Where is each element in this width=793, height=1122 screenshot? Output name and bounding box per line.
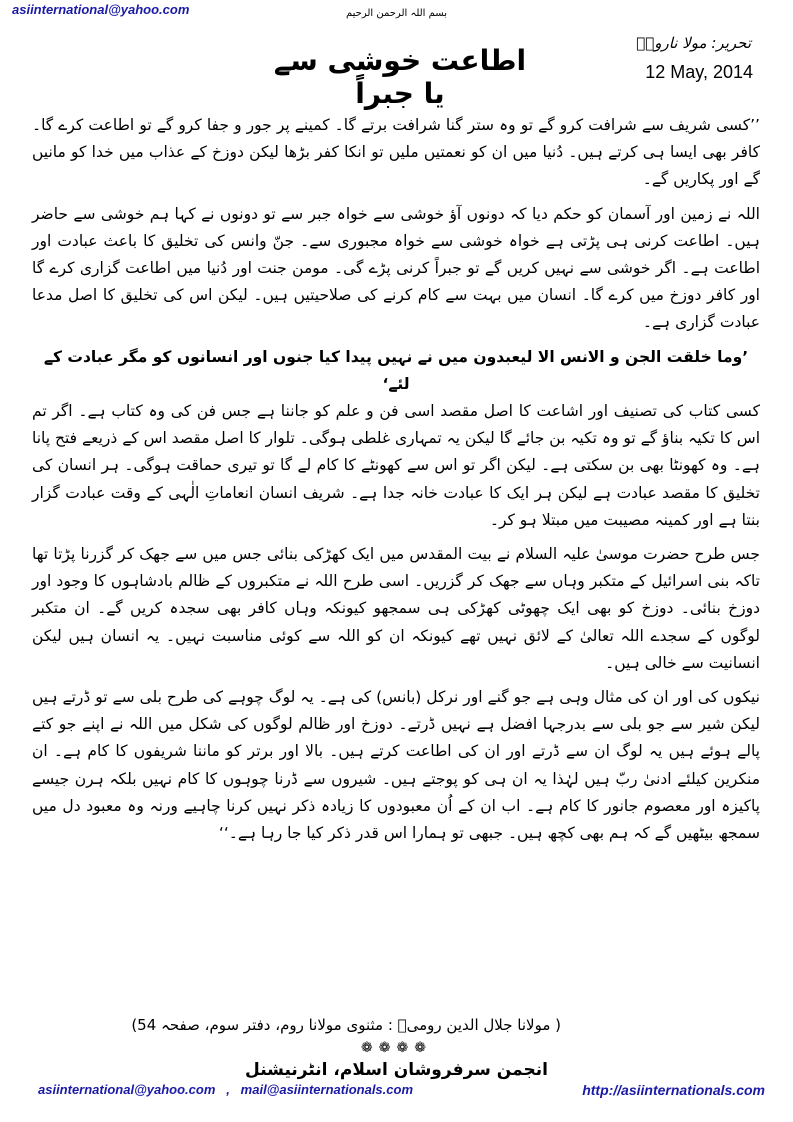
header-email[interactable]: asiinternational@yahoo.com [12, 2, 190, 17]
publish-date: 12 May, 2014 [645, 62, 753, 82]
paragraph: نیکوں کی اور ان کی مثال وہی ہے جو گنے اور نرکل (بانس) کی ہے۔ یہ لوگ چوہے کی طرح بلی سے تو ڈرتے ہیں لیکن شیر سے جو بلی سے بدرجہا افضل ہے نہیں ڈرتے۔ دوزخ اور ظالم لوگوں کی شکل میں اللہ نے اپنے جو کتے پالے ہوئے ہیں یہ لوگ ان سے ڈرتے اور ان کی اطاعت کرتے ہیں۔ بالا اور برتر کو ماننا شریفوں کا کام ہے۔ ان منکرین کیلئے ادنیٰ ربّ ہیں لہٰذا یہ ان ہی کو پوجتے ہیں۔ شیروں سے ڈرنا چوہوں کا کام نہیں بلکہ ہرن جیسے پاکیزہ اور معصوم جانور کا کام ہے۔ اب ان کے اُن معبودوں کا زیادہ ذکر نہیں کرنا چاہیے ورنہ وہ معبود دل میں سمجھ بیٹھیں گے کہ ہم بھی کچھ ہیں۔ جبھی تو ہمارا اس قدر ذکر کیا جا رہا ہے۔‘‘ [32, 688, 760, 843]
footer-emails[interactable]: asiinternational@yahoo.com , mail@asiinternationals.com [38, 1082, 414, 1097]
paragraph: ’’کسی شریف سے شرافت کرو گے تو وہ ستر گنا شرافت برتے گا۔ کمینے پر جور و جفا کرو گے تو اطاعت کرے گا۔ کافر بھی ایسا ہی کرتے ہیں۔ دُنیا میں ان کو نعمتیں ملیں تو انکا کفر بڑھا لیکن دوزخ کے عذاب میں خدا کو مانیں گے اور پکاریں گے۔ [32, 116, 760, 189]
paragraph: کسی کتاب کی تصنیف اور اشاعت کا اصل مقصد اسی فن و علم کو جاننا ہے جس فن کی وہ کتاب ہے۔ اگر تم اس کا تکیہ بناؤ گے تو وہ تکیہ بن جائے گا لیکن یہ تمہاری غلطی ہوگی۔ تلوار کا اصل مقصد اس کے ذریعے فتح پانا ہے۔ وہ کھونٹا بھی بن سکتی ہے۔ لیکن اگر تو اس سے کھونٹے کا کام لے گا تو تیری حماقت ہوگی۔ ہر انسان کی تخلیق کا مقصد عبادت ہے لیکن ہر ایک کا عبادت خانہ جدا ہے۔ شریف انسان انعاماتِ الٰہی کے وقت عبادت گزار بنتا ہے اور کمینہ مصیبت میں مبتلا ہو کر۔ [32, 402, 760, 529]
article-body [32, 112, 760, 854]
author-line: تحریر: مولا نارومؒ [636, 34, 751, 52]
paragraph: جس طرح حضرت موسیٰ علیہ السلام نے بیت المقدس میں ایک کھڑکی بنائی جس میں سے جھک کر گزرنا پڑتا تھا تاکہ بنی اسرائیل کے متکبر وہاں سے جھک کر گزریں۔ اسی طرح اللہ نے متکبروں کے ظالم بادشاہوں کا وجود اور دوزخ بنائی۔ دوزخ کو بھی ایک چھوٹی کھڑکی ہی سمجھو کیونکہ وہاں کافر بھی سجدہ کریں گے۔ ان متکبر لوگوں کے سجدے اللہ تعالیٰ کے لائق نہیں تھے کیونکہ ان کو اللہ سے کوئی مناسبت نہیں۔ یہ انسان ہیں لیکن انسانیت سے خالی ہیں۔ [32, 545, 760, 672]
paragraph: اللہ نے زمین اور آسمان کو حکم دیا کہ دونوں آؤ خوشی سے خواہ جبر سے تو دونوں نے کہا ہم خوشی سے حاضر ہیں۔ اطاعت کرنی ہی پڑتی ہے خواہ خوشی سے خواہ مجبوری سے۔ جنّ وانس کی تخلیق کا باعث عبادت اور اطاعت ہے۔ اگر خوشی سے نہیں کریں گے تو جبراً کرنی پڑے گی۔ مومن جنت اور دُنیا میں اطاعت گزاری کرے گا اور کافر دوزخ میں کرے گا۔ انسان میں بہت سے کام کرنے کی صلاحیتیں ہیں۔ لیکن اس کی تخلیق کا اصل مدعا عبادت گزاری ہے۔ [32, 204, 760, 332]
bismillah: بسم اللہ الرحمن الرحیم [345, 8, 447, 19]
article-title: اطاعت خوشی سے یا جبراً [273, 44, 527, 110]
quran-verse: ’وما خلقت الجن و الانس الا لیعبدون میں نے نہیں پیدا کیا جنوں اور انسانوں کو مگر عبادت کے لئے‘ [43, 347, 749, 393]
footer-url-link[interactable]: http://asiinternationals.com [582, 1082, 765, 1098]
organization-name: انجمن سرفروشان اسلام، انٹرنیشنل [245, 1060, 548, 1080]
source-citation: ( مولانا جلال الدین رومیؒ : مثنوی مولانا روم، دفتر سوم، صفحہ 54) [131, 1016, 561, 1034]
ornament-stars: ❁❁❁❁ [361, 1040, 432, 1056]
